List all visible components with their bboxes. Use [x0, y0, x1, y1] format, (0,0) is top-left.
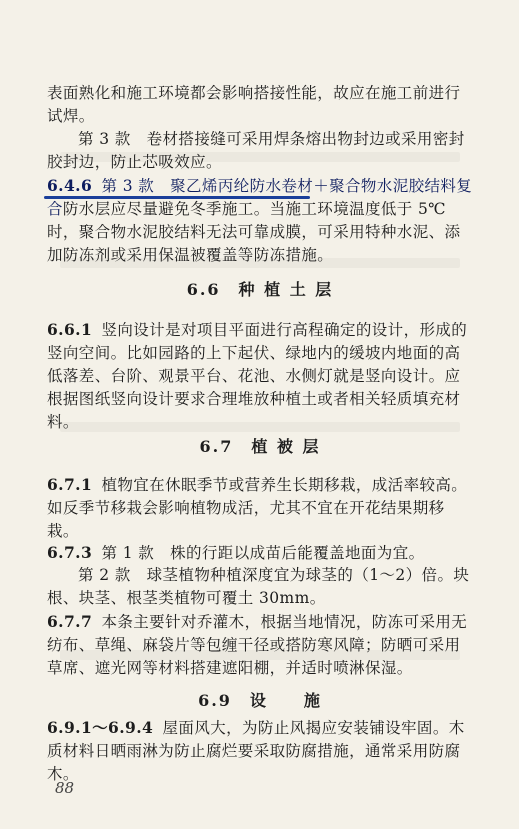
paragraph-text: 竖向设计是对项目平面进行高程确定的设计，形成的竖向空间。比如园路的上下起伏、绿地内的缓坡内地面的高低落差、台阶、观景平台、花池、水侧灯就是竖向设计。应根据图纸竖向设计要求合理堆放种植土或者相关轻质填充材料。 — [47, 321, 468, 431]
section-number: 6.7.7 — [47, 612, 93, 631]
section-number: 6.9.1～6.9.4 — [47, 718, 154, 737]
paragraph-text: 本条主要针对乔灌木，根据当地情况，防冻可采用无纺布、草绳、麻袋片等包缠干径或搭防寒风障；防晒可采用草席、遮光网等材料搭建遮阳棚，并适时喷淋保湿。 — [47, 613, 468, 677]
paragraph-text: 第 2 款 球茎植物种植深度宜为球茎的（1～2）倍。块根、块茎、根茎类植物可覆土 30mm。 — [47, 566, 470, 607]
section-6-6-1 — [47, 318, 473, 434]
section-6-4-6 — [47, 174, 473, 267]
paragraph-continued — [47, 82, 473, 128]
section-number: 6.6.1 — [47, 320, 93, 339]
page-number: 88 — [55, 779, 75, 797]
section-6-7-1 — [47, 473, 473, 543]
pen-underline — [44, 196, 310, 199]
paragraph-clause-2 — [47, 564, 473, 610]
section-number: 6.7.1 — [47, 475, 93, 494]
paragraph-text: 防水层应尽量避免冬季施工。当施工环境温度低于 5℃时，聚合物水泥胶结料无法可靠成膜，可采用特种水泥、添加防冻剂或采用保温被覆盖等防冻措施。 — [47, 200, 461, 264]
paragraph-text: 植物宜在休眠季节或营养生长期移栽，成活率较高。如反季节移栽会影响植物成活，尤其不宜在开花结果期移栽。 — [47, 476, 468, 540]
paragraph-text: 第 1 款 株的行距以成苗后能覆盖地面为宜。 — [101, 544, 425, 562]
paragraph-text: 屋面风大，为防止风揭应安装铺设牢固。木质材料日晒雨淋为防止腐烂要采取防腐措施，通常采用防腐木。 — [47, 719, 465, 783]
section-heading-6-9: 6.9 设 施 — [198, 691, 322, 710]
section-heading-6-7: 6.7 植 被 层 — [199, 437, 321, 456]
section-6-9-1 — [47, 716, 473, 786]
section-number: 6.7.3 — [47, 543, 93, 562]
paragraph-text: 表面熟化和施工环境都会影响搭接性能，故应在施工前进行试焊。 — [47, 84, 461, 125]
section-6-7-3 — [47, 541, 473, 565]
paragraph-clause-3 — [47, 128, 473, 174]
section-6-7-7 — [47, 610, 473, 680]
paragraph-text: 第 3 款 卷材搭接缝可采用焊条熔出物封边或采用密封胶封边，防止芯吸效应。 — [47, 130, 465, 171]
section-number: 6.4.6 — [47, 176, 93, 195]
section-heading-6-6: 6.6 种 植 土 层 — [186, 280, 334, 299]
highlighted-text: 第 3 款 聚乙烯丙纶防水卷材＋聚合物水泥胶结料复合 — [47, 177, 473, 218]
